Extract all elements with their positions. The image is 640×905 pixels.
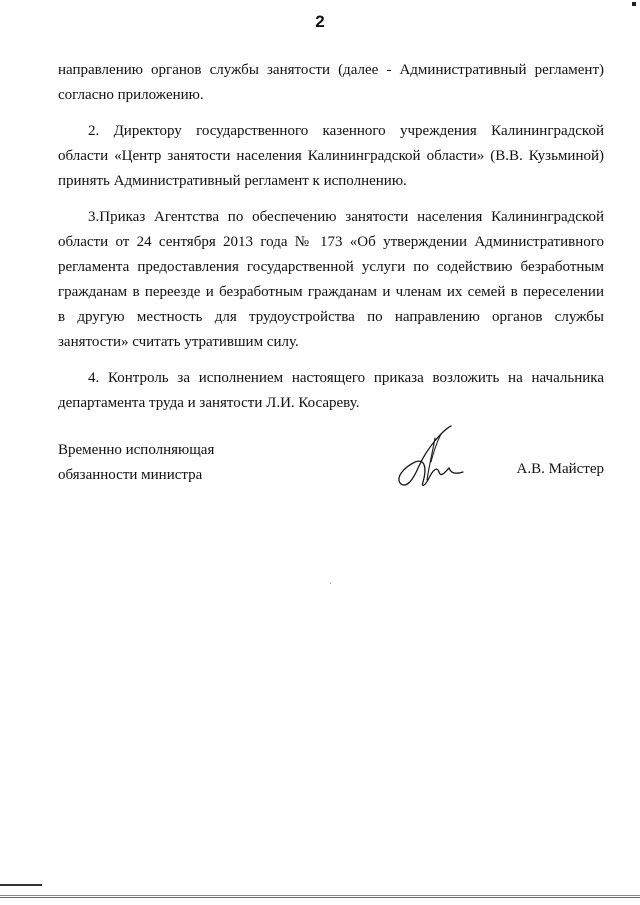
paragraph-3: [58, 205, 604, 355]
text-line: гражданам в переезде и безработным гражданам и членам их семей в переселении: [58, 284, 604, 300]
corner-mark: [632, 2, 636, 6]
document-body: [58, 58, 604, 427]
page-number: 2: [315, 12, 325, 31]
signatory-name: А.В. Майстер: [516, 461, 604, 477]
text-line: занятости» считать утратившим силу.: [58, 334, 299, 350]
text-line: 2. Директору государственного казенного учреждения Калининградской: [88, 123, 604, 139]
text-line: области от 24 сентября 2013 года № 173 «Об утверждении Административного: [58, 234, 604, 250]
text-line: принять Административный регламент к исполнению.: [58, 173, 407, 189]
scan-speck: [330, 583, 331, 584]
text-line: направлению органов службы занятости (далее - Административный регламент): [58, 62, 604, 78]
signatory-title: [58, 438, 214, 488]
text-line: согласно приложению.: [58, 87, 204, 103]
page-bottom-edge: [0, 895, 640, 898]
text-line: 3.Приказ Агентства по обеспечению занятости населения Калининградской: [88, 209, 604, 225]
handwritten-signature-icon: [383, 422, 473, 492]
text-line: регламента предоставления государственной услуги по содействию безработным: [58, 259, 604, 275]
text-line: в другую местность для трудоустройства по направлению органов службы: [58, 309, 604, 325]
text-line: области «Центр занятости населения Калининградской области» (В.В. Кузьминой): [58, 148, 604, 164]
paragraph-1: [58, 58, 604, 108]
paragraph-4: [58, 366, 604, 416]
text-line: департамента труда и занятости Л.И. Косареву.: [58, 395, 360, 411]
signatory-title-line: Временно исполняющая: [58, 442, 215, 458]
signatory-title-line: обязанности министра: [58, 467, 203, 483]
text-line: 4. Контроль за исполнением настоящего приказа возложить на начальника: [88, 370, 604, 386]
page-edge-mark: [0, 884, 42, 886]
paragraph-2: [58, 119, 604, 194]
